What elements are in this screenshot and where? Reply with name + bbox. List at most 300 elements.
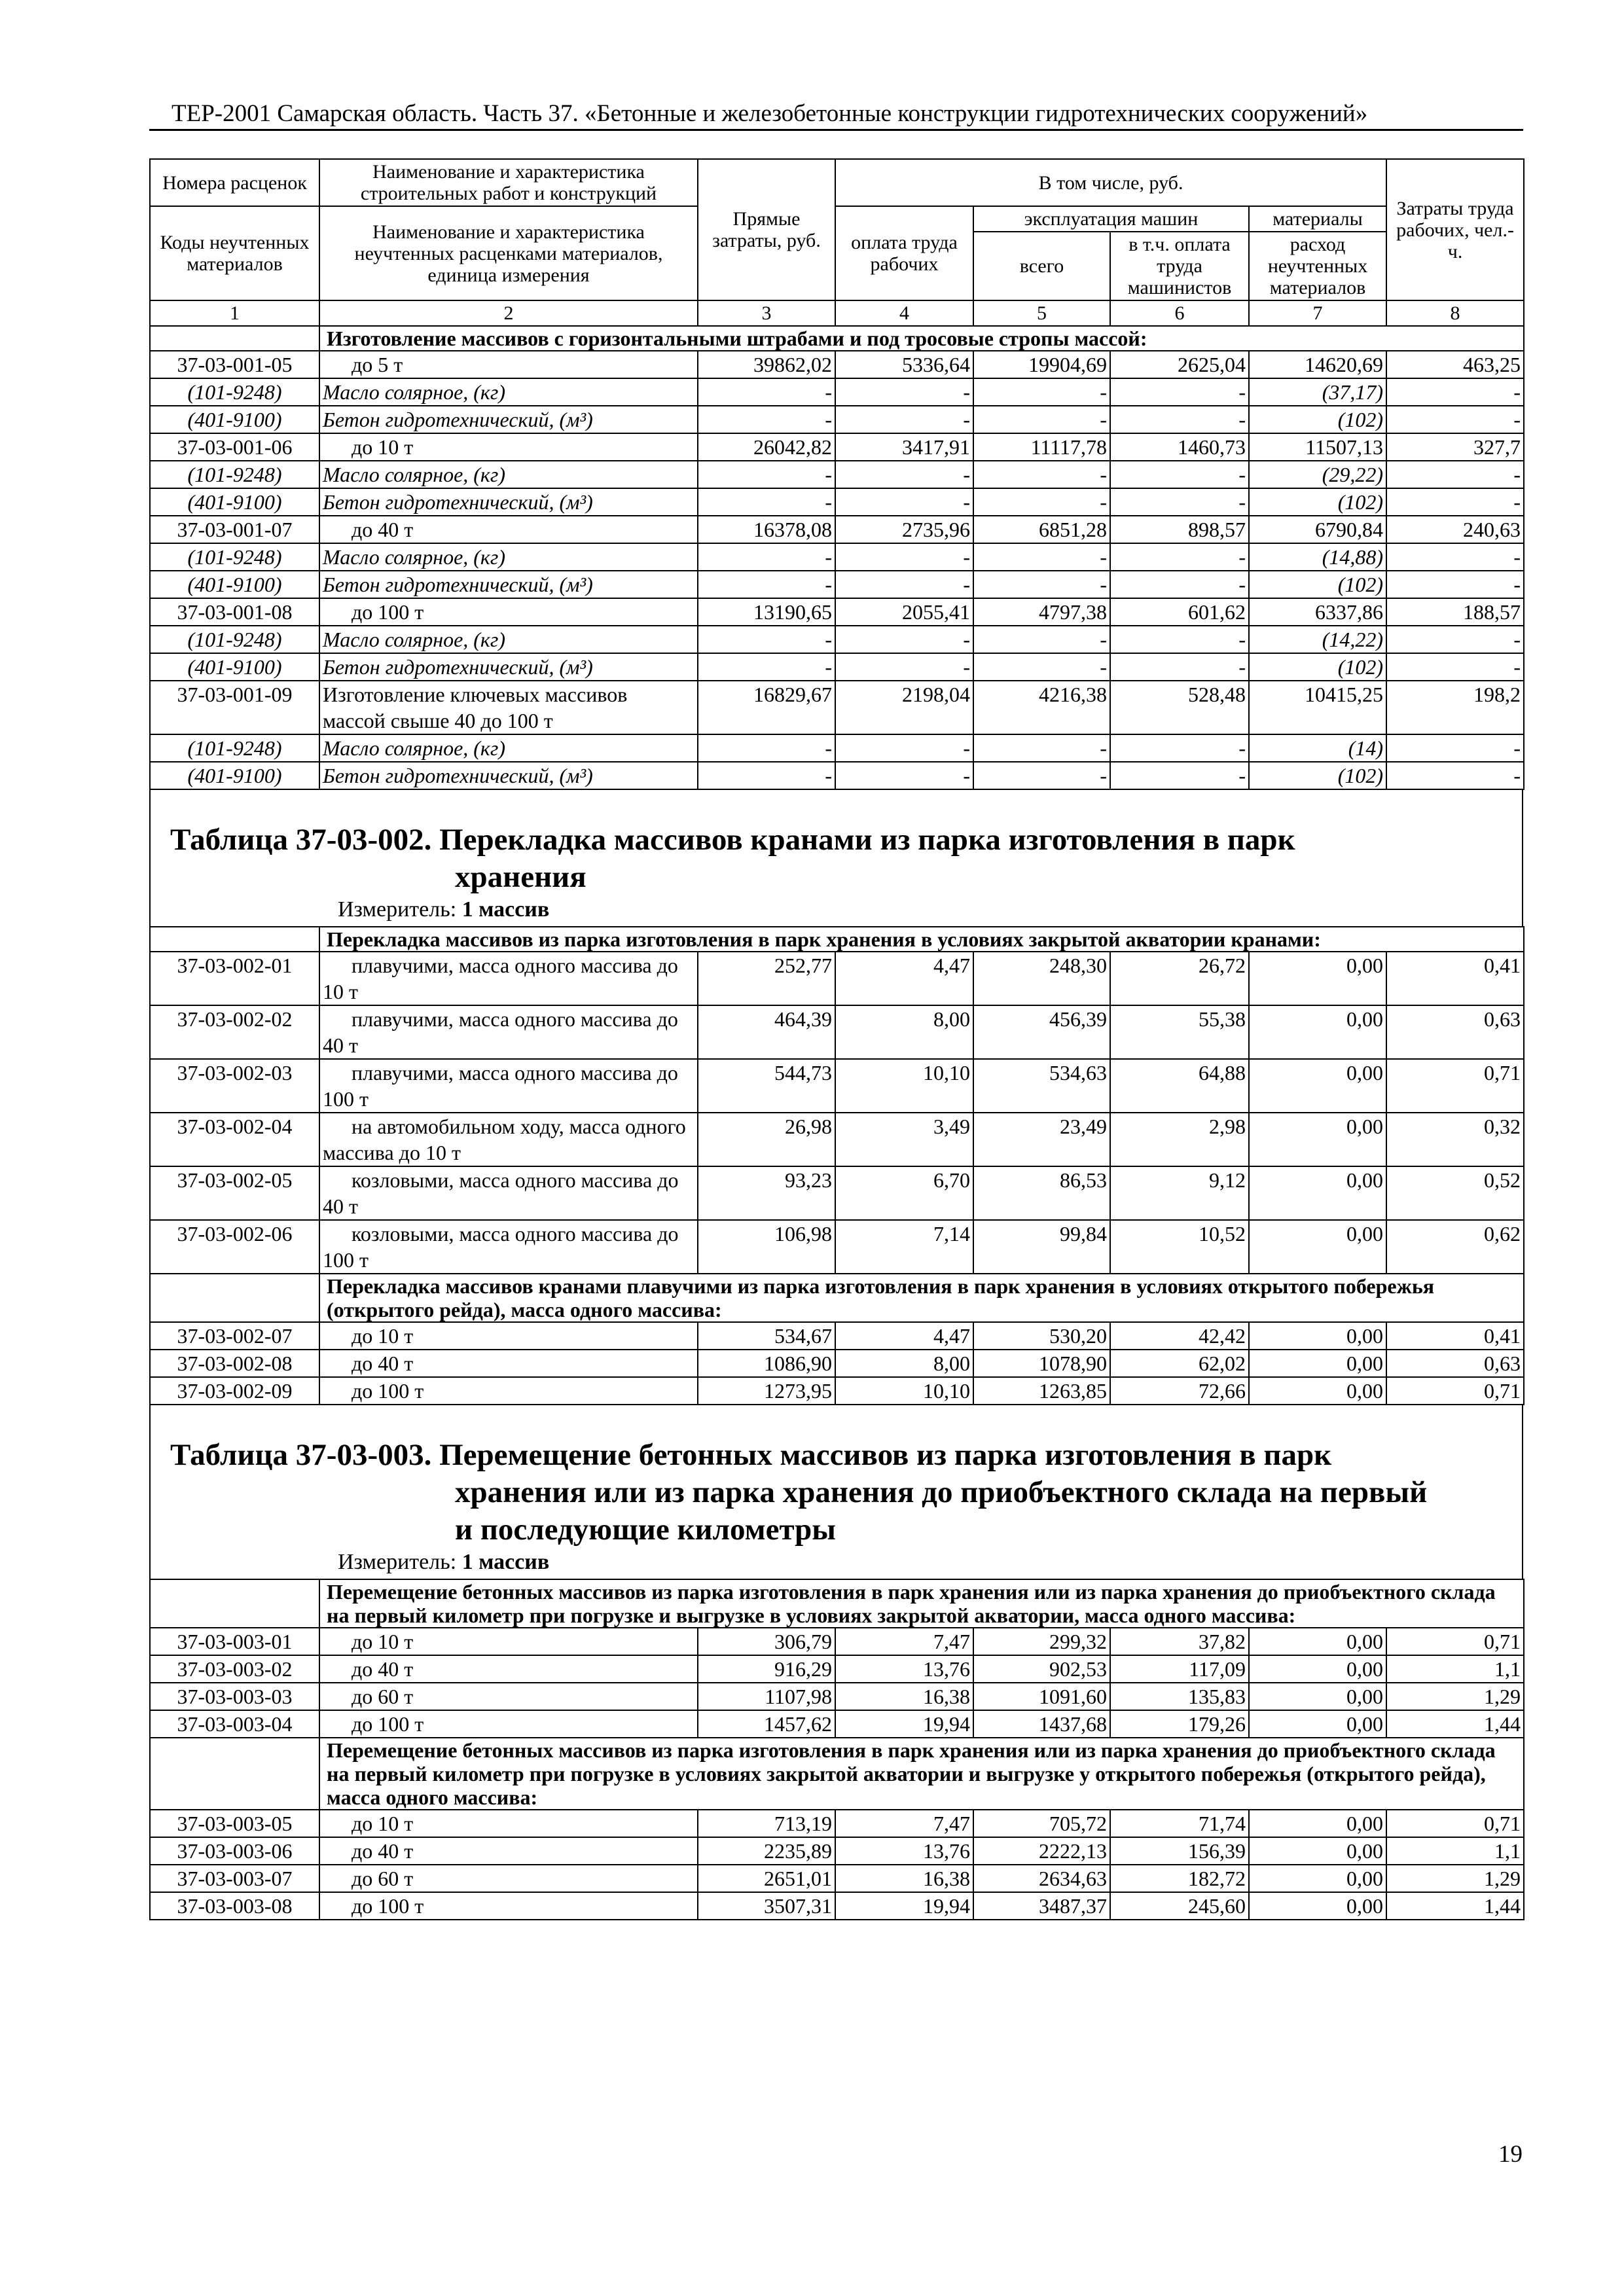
header-num-6: 6: [1110, 300, 1249, 326]
cell-labor-pay: 16,38: [835, 1683, 973, 1710]
cell-direct: 534,67: [698, 1322, 835, 1350]
cell-labor-hours: 1,44: [1386, 1892, 1524, 1920]
rate-name: до 40 т: [319, 1655, 698, 1683]
rate-name: до 10 т: [319, 1810, 698, 1837]
table-title-line: хранения: [455, 860, 586, 894]
unit-line: [151, 1549, 1522, 1579]
table-row: [150, 762, 1524, 789]
cell-materials: (14,88): [1249, 543, 1386, 571]
cell-machinists: -: [1110, 488, 1249, 516]
table-row: [150, 1810, 1524, 1837]
cell-labor-hours: -: [1386, 653, 1524, 681]
cell-machines: 11117,78: [973, 433, 1110, 461]
cell-labor-hours: 0,71: [1386, 1810, 1524, 1837]
cell-labor-hours: -: [1386, 762, 1524, 789]
unit-line: [151, 896, 1522, 926]
cell-machines: -: [973, 488, 1110, 516]
cell-materials: 0,00: [1249, 1377, 1386, 1405]
material-name: Масло солярное, (кг): [319, 378, 698, 406]
cell-labor-hours: 0,32: [1386, 1113, 1524, 1166]
cell-materials: 0,00: [1249, 1322, 1386, 1350]
table-37-03-003: [149, 1579, 1525, 1920]
header-in-that-number: В том числе, руб.: [835, 159, 1386, 206]
material-code: (101-9248): [150, 734, 319, 762]
table-title: [151, 790, 1522, 896]
cell-materials: (37,17): [1249, 378, 1386, 406]
table-row: [150, 1655, 1524, 1683]
cell-labor-hours: 1,44: [1386, 1710, 1524, 1738]
rate-code: 37-03-002-02: [150, 1005, 319, 1059]
table-title-line: Таблица 37-03-003. Перемещение бетонных массивов из парка изготовления в парк: [170, 1438, 1332, 1472]
table-row: [150, 952, 1524, 1005]
rate-name: до 60 т: [319, 1865, 698, 1892]
cell-direct: 26042,82: [698, 433, 835, 461]
rate-code: 37-03-001-07: [150, 516, 319, 543]
table-row: [150, 626, 1524, 653]
table-row: [150, 598, 1524, 626]
cell-labor-hours: 463,25: [1386, 351, 1524, 378]
cell-machines: 99,84: [973, 1220, 1110, 1274]
table-row: [150, 461, 1524, 488]
cell-machines: 86,53: [973, 1166, 1110, 1220]
table-row: [150, 406, 1524, 433]
cell-machinists: 2,98: [1110, 1113, 1249, 1166]
cell-machines: -: [973, 626, 1110, 653]
cell-labor-pay: 4,47: [835, 1322, 973, 1350]
cell-direct: 1273,95: [698, 1377, 835, 1405]
header-machines-labor: в т.ч. оплата труда машинистов: [1110, 232, 1249, 300]
cell-direct: 306,79: [698, 1628, 835, 1655]
cell-direct: -: [698, 762, 835, 789]
cell-machines: 6851,28: [973, 516, 1110, 543]
cell-machines: -: [973, 734, 1110, 762]
cell-materials: (14,22): [1249, 626, 1386, 653]
cell-machinists: 10,52: [1110, 1220, 1249, 1274]
cell-direct: -: [698, 488, 835, 516]
table-title-line: хранения или из парка хранения до приобъектного склада на первый: [455, 1475, 1428, 1509]
rate-code: 37-03-003-06: [150, 1837, 319, 1865]
cell-labor-hours: 0,71: [1386, 1377, 1524, 1405]
cell-labor-hours: 0,71: [1386, 1628, 1524, 1655]
cell-direct: 1086,90: [698, 1350, 835, 1377]
material-name: Масло солярное, (кг): [319, 626, 698, 653]
cell-labor-pay: -: [835, 488, 973, 516]
cell-labor-hours: -: [1386, 488, 1524, 516]
table-row: [150, 653, 1524, 681]
material-code: (401-9100): [150, 653, 319, 681]
cell-machinists: 55,38: [1110, 1005, 1249, 1059]
cell-machines: 1078,90: [973, 1350, 1110, 1377]
cell-labor-pay: 5336,64: [835, 351, 973, 378]
cell-direct: 106,98: [698, 1220, 835, 1274]
table-title-line: Таблица 37-03-002. Перекладка массивов кранами из парка изготовления в парк: [170, 823, 1295, 857]
cell-machinists: -: [1110, 626, 1249, 653]
rate-name: до 40 т: [319, 1837, 698, 1865]
table-row: [150, 1865, 1524, 1892]
material-name: Бетон гидротехнический, (м³): [319, 653, 698, 681]
cell-labor-pay: -: [835, 461, 973, 488]
header-num-2: 2: [319, 300, 698, 326]
cell-labor-pay: 4,47: [835, 952, 973, 1005]
header-num-7: 7: [1249, 300, 1386, 326]
rate-code: 37-03-002-09: [150, 1377, 319, 1405]
cell-materials: 6790,84: [1249, 516, 1386, 543]
rate-name: козловыми, масса одного массива до 40 т: [319, 1166, 698, 1220]
cell-machines: 1263,85: [973, 1377, 1110, 1405]
material-code: (401-9100): [150, 488, 319, 516]
cell-machines: 2634,63: [973, 1865, 1110, 1892]
cell-labor-hours: 0,63: [1386, 1350, 1524, 1377]
cell-direct: -: [698, 406, 835, 433]
rate-code: 37-03-003-02: [150, 1655, 319, 1683]
unit-value: 1 массив: [461, 897, 550, 922]
cell-machines: -: [973, 653, 1110, 681]
cell-machinists: 9,12: [1110, 1166, 1249, 1220]
header-materials: материалы: [1249, 206, 1386, 232]
section-spacer: [150, 1579, 319, 1628]
cell-machines: 902,53: [973, 1655, 1110, 1683]
cell-labor-pay: -: [835, 626, 973, 653]
running-title: ТЕР-2001 Самарская область. Часть 37. «Бетонные и железобетонные конструкции гидротехнических сооружений»: [171, 100, 1368, 127]
material-code: (401-9100): [150, 571, 319, 598]
cell-machinists: 528,48: [1110, 681, 1249, 734]
cell-materials: (102): [1249, 762, 1386, 789]
material-name: Бетон гидротехнический, (м³): [319, 762, 698, 789]
cell-labor-hours: 327,7: [1386, 433, 1524, 461]
header-num-3: 3: [698, 300, 835, 326]
cell-labor-pay: -: [835, 378, 973, 406]
cell-direct: -: [698, 653, 835, 681]
table-row: [150, 734, 1524, 762]
cell-labor-pay: 6,70: [835, 1166, 973, 1220]
rate-name: плавучими, масса одного массива до 100 т: [319, 1059, 698, 1113]
unit-label: Измеритель:: [338, 897, 457, 922]
rate-code: 37-03-001-09: [150, 681, 319, 734]
cell-machines: 19904,69: [973, 351, 1110, 378]
cell-machinists: -: [1110, 571, 1249, 598]
rate-code: 37-03-002-05: [150, 1166, 319, 1220]
cell-direct: 26,98: [698, 1113, 835, 1166]
material-code: (101-9248): [150, 626, 319, 653]
rate-code: 37-03-001-05: [150, 351, 319, 378]
cell-machines: -: [973, 543, 1110, 571]
cell-machines: 4797,38: [973, 598, 1110, 626]
header-materials-sub: расход неучтенных материалов: [1249, 232, 1386, 300]
material-code: (101-9248): [150, 543, 319, 571]
page-number: 19: [1498, 2141, 1523, 2168]
section-spacer: [150, 1738, 319, 1810]
cell-direct: 2235,89: [698, 1837, 835, 1865]
cell-materials: 0,00: [1249, 1865, 1386, 1892]
cell-machines: -: [973, 378, 1110, 406]
material-name: Бетон гидротехнический, (м³): [319, 406, 698, 433]
cell-direct: 916,29: [698, 1655, 835, 1683]
cell-direct: -: [698, 461, 835, 488]
cell-machines: -: [973, 571, 1110, 598]
cell-labor-pay: 2735,96: [835, 516, 973, 543]
cell-machinists: 601,62: [1110, 598, 1249, 626]
cell-materials: 0,00: [1249, 1113, 1386, 1166]
cell-machines: -: [973, 461, 1110, 488]
material-code: (401-9100): [150, 762, 319, 789]
cell-labor-hours: 0,63: [1386, 1005, 1524, 1059]
table-row: [150, 1322, 1524, 1350]
cell-machines: 705,72: [973, 1810, 1110, 1837]
cell-machinists: -: [1110, 762, 1249, 789]
cell-labor-pay: 8,00: [835, 1350, 973, 1377]
header-machines-total: всего: [973, 232, 1110, 300]
cell-materials: (102): [1249, 571, 1386, 598]
cell-machines: 534,63: [973, 1059, 1110, 1113]
rate-code: 37-03-003-07: [150, 1865, 319, 1892]
cell-labor-hours: -: [1386, 734, 1524, 762]
cell-machinists: 135,83: [1110, 1683, 1249, 1710]
section-heading: Перемещение бетонных массивов из парка изготовления в парк хранения или из парка хранения до приобъектного склада на первый километр при погрузке и выгрузке в условиях закрытой акватории, масса одного массива:: [319, 1579, 1524, 1628]
cell-machinists: 26,72: [1110, 952, 1249, 1005]
cell-direct: 93,23: [698, 1166, 835, 1220]
material-name: Масло солярное, (кг): [319, 734, 698, 762]
material-code: (401-9100): [150, 406, 319, 433]
cell-materials: (102): [1249, 488, 1386, 516]
cell-labor-hours: 0,41: [1386, 1322, 1524, 1350]
rate-name: Изготовление ключевых массивов массой свыше 40 до 100 т: [319, 681, 698, 734]
header-col2-top: Наименование и характеристика строительных работ и конструкций: [319, 159, 698, 206]
cell-direct: 3507,31: [698, 1892, 835, 1920]
cell-labor-hours: 0,62: [1386, 1220, 1524, 1274]
cell-machines: 456,39: [973, 1005, 1110, 1059]
cell-direct: 252,77: [698, 952, 835, 1005]
rate-code: 37-03-001-06: [150, 433, 319, 461]
rate-code: 37-03-003-08: [150, 1892, 319, 1920]
cell-labor-pay: 3417,91: [835, 433, 973, 461]
cell-machines: 299,32: [973, 1628, 1110, 1655]
header-machines: эксплуатация машин: [973, 206, 1249, 232]
cell-machinists: 245,60: [1110, 1892, 1249, 1920]
cell-labor-hours: 1,1: [1386, 1655, 1524, 1683]
page-frame: [149, 158, 1523, 1920]
cell-machinists: -: [1110, 653, 1249, 681]
cell-direct: -: [698, 378, 835, 406]
rate-name: до 100 т: [319, 598, 698, 626]
rate-code: 37-03-003-03: [150, 1683, 319, 1710]
table-37-03-001: [149, 158, 1525, 790]
rate-code: 37-03-003-01: [150, 1628, 319, 1655]
cell-labor-hours: -: [1386, 461, 1524, 488]
cell-direct: -: [698, 571, 835, 598]
cell-labor-hours: -: [1386, 626, 1524, 653]
cell-direct: -: [698, 626, 835, 653]
cell-labor-pay: 10,10: [835, 1059, 973, 1113]
cell-machinists: 182,72: [1110, 1865, 1249, 1892]
cell-machinists: -: [1110, 734, 1249, 762]
rate-name: до 100 т: [319, 1377, 698, 1405]
section-heading: Перекладка массивов кранами плавучими из парка изготовления в парк хранения в условиях открытого побережья (открытого рейда), масса одного массива:: [319, 1274, 1524, 1322]
header-labor-pay: оплата труда рабочих: [835, 206, 973, 300]
cell-machinists: 71,74: [1110, 1810, 1249, 1837]
material-name: Масло солярное, (кг): [319, 461, 698, 488]
material-code: (101-9248): [150, 461, 319, 488]
cell-materials: 0,00: [1249, 1166, 1386, 1220]
rate-name: до 10 т: [319, 433, 698, 461]
cell-direct: 713,19: [698, 1810, 835, 1837]
cell-machinists: -: [1110, 543, 1249, 571]
rate-code: 37-03-002-07: [150, 1322, 319, 1350]
cell-labor-pay: 3,49: [835, 1113, 973, 1166]
cell-labor-pay: 7,47: [835, 1628, 973, 1655]
cell-machines: 248,30: [973, 952, 1110, 1005]
unit-label: Измеритель:: [338, 1550, 457, 1574]
cell-materials: 14620,69: [1249, 351, 1386, 378]
cell-labor-pay: 19,94: [835, 1710, 973, 1738]
cell-machinists: 2625,04: [1110, 351, 1249, 378]
cell-machinists: -: [1110, 406, 1249, 433]
cell-machinists: 62,02: [1110, 1350, 1249, 1377]
cell-direct: 544,73: [698, 1059, 835, 1113]
cell-direct: 16829,67: [698, 681, 835, 734]
rate-name: до 40 т: [319, 1350, 698, 1377]
cell-direct: 464,39: [698, 1005, 835, 1059]
table-row: [150, 571, 1524, 598]
table-row: [150, 1628, 1524, 1655]
cell-labor-pay: 13,76: [835, 1655, 973, 1683]
table-row: [150, 433, 1524, 461]
cell-labor-hours: 1,1: [1386, 1837, 1524, 1865]
header-num-4: 4: [835, 300, 973, 326]
rate-name: до 40 т: [319, 516, 698, 543]
section-spacer: [150, 1274, 319, 1322]
header-col1-top: Номера расценок: [150, 159, 319, 206]
header-col2-bottom: Наименование и характеристика неучтенных расценками материалов, единица измерения: [319, 206, 698, 300]
rate-name: до 10 т: [319, 1628, 698, 1655]
cell-labor-pay: -: [835, 543, 973, 571]
cell-labor-pay: 19,94: [835, 1892, 973, 1920]
cell-materials: (102): [1249, 406, 1386, 433]
cell-machines: 2222,13: [973, 1837, 1110, 1865]
cell-machines: 1091,60: [973, 1683, 1110, 1710]
cell-labor-pay: -: [835, 406, 973, 433]
cell-machinists: -: [1110, 378, 1249, 406]
table-title: [151, 1405, 1522, 1549]
cell-machinists: 179,26: [1110, 1710, 1249, 1738]
header-direct-costs: Прямые затраты, руб.: [698, 159, 835, 300]
material-code: (101-9248): [150, 378, 319, 406]
cell-materials: 0,00: [1249, 1005, 1386, 1059]
cell-labor-pay: 2055,41: [835, 598, 973, 626]
rate-name: до 5 т: [319, 351, 698, 378]
rate-name: плавучими, масса одного массива до 10 т: [319, 952, 698, 1005]
cell-machinists: 64,88: [1110, 1059, 1249, 1113]
cell-labor-pay: 7,47: [835, 1810, 973, 1837]
rate-code: 37-03-002-08: [150, 1350, 319, 1377]
cell-direct: 13190,65: [698, 598, 835, 626]
cell-labor-pay: 7,14: [835, 1220, 973, 1274]
cell-labor-hours: 198,2: [1386, 681, 1524, 734]
cell-materials: 0,00: [1249, 1837, 1386, 1865]
table-37-03-003-heading: [149, 1405, 1523, 1579]
cell-labor-hours: 0,41: [1386, 952, 1524, 1005]
cell-labor-hours: 0,71: [1386, 1059, 1524, 1113]
rate-code: 37-03-002-03: [150, 1059, 319, 1113]
cell-labor-pay: 8,00: [835, 1005, 973, 1059]
rate-name: плавучими, масса одного массива до 40 т: [319, 1005, 698, 1059]
cell-labor-hours: -: [1386, 378, 1524, 406]
cell-machinists: 42,42: [1110, 1322, 1249, 1350]
table-row: [150, 543, 1524, 571]
cell-materials: 0,00: [1249, 1350, 1386, 1377]
cell-materials: (29,22): [1249, 461, 1386, 488]
cell-labor-pay: -: [835, 762, 973, 789]
header-num-8: 8: [1386, 300, 1524, 326]
cell-direct: -: [698, 543, 835, 571]
cell-labor-pay: -: [835, 653, 973, 681]
rate-name: козловыми, масса одного массива до 100 т: [319, 1220, 698, 1274]
cell-labor-pay: -: [835, 734, 973, 762]
section-spacer: [150, 927, 319, 952]
rate-code: 37-03-003-05: [150, 1810, 319, 1837]
rate-code: 37-03-002-04: [150, 1113, 319, 1166]
cell-materials: 0,00: [1249, 1710, 1386, 1738]
rate-name: до 100 т: [319, 1710, 698, 1738]
section-spacer: [150, 326, 319, 351]
cell-materials: 11507,13: [1249, 433, 1386, 461]
cell-machinists: 72,66: [1110, 1377, 1249, 1405]
cell-machines: -: [973, 406, 1110, 433]
rate-name: до 10 т: [319, 1322, 698, 1350]
cell-materials: 0,00: [1249, 1683, 1386, 1710]
table-row: [150, 488, 1524, 516]
section-heading: Перекладка массивов из парка изготовления в парк хранения в условиях закрытой акватории кранами:: [319, 927, 1524, 952]
cell-materials: 0,00: [1249, 1059, 1386, 1113]
table-row: [150, 1113, 1524, 1166]
table-row: [150, 1059, 1524, 1113]
cell-labor-pay: -: [835, 571, 973, 598]
table-row: [150, 1005, 1524, 1059]
table-row: [150, 1350, 1524, 1377]
rate-name: до 100 т: [319, 1892, 698, 1920]
table-row: [150, 378, 1524, 406]
rate-code: 37-03-002-06: [150, 1220, 319, 1274]
material-name: Масло солярное, (кг): [319, 543, 698, 571]
cell-machinists: 898,57: [1110, 516, 1249, 543]
cell-materials: (14): [1249, 734, 1386, 762]
cell-labor-hours: 1,29: [1386, 1683, 1524, 1710]
cell-materials: 0,00: [1249, 1220, 1386, 1274]
header-labor-cost: Затраты труда рабочих, чел.-ч.: [1386, 159, 1524, 300]
header-num-5: 5: [973, 300, 1110, 326]
material-name: Бетон гидротехнический, (м³): [319, 488, 698, 516]
cell-labor-hours: -: [1386, 571, 1524, 598]
cell-direct: 39862,02: [698, 351, 835, 378]
table-row: [150, 681, 1524, 734]
table-37-03-002-heading: [149, 790, 1523, 926]
cell-direct: 2651,01: [698, 1865, 835, 1892]
cell-materials: (102): [1249, 653, 1386, 681]
cell-labor-hours: 0,52: [1386, 1166, 1524, 1220]
table-row: [150, 1220, 1524, 1274]
header-num-1: 1: [150, 300, 319, 326]
cell-machines: 1437,68: [973, 1710, 1110, 1738]
cell-labor-pay: 2198,04: [835, 681, 973, 734]
table-row: [150, 1683, 1524, 1710]
material-name: Бетон гидротехнический, (м³): [319, 571, 698, 598]
cell-labor-pay: 10,10: [835, 1377, 973, 1405]
cell-machinists: -: [1110, 461, 1249, 488]
cell-labor-pay: 16,38: [835, 1865, 973, 1892]
cell-materials: 0,00: [1249, 1810, 1386, 1837]
cell-machines: 3487,37: [973, 1892, 1110, 1920]
rate-name: до 60 т: [319, 1683, 698, 1710]
header-col1-bottom: Коды неучтенных материалов: [150, 206, 319, 300]
